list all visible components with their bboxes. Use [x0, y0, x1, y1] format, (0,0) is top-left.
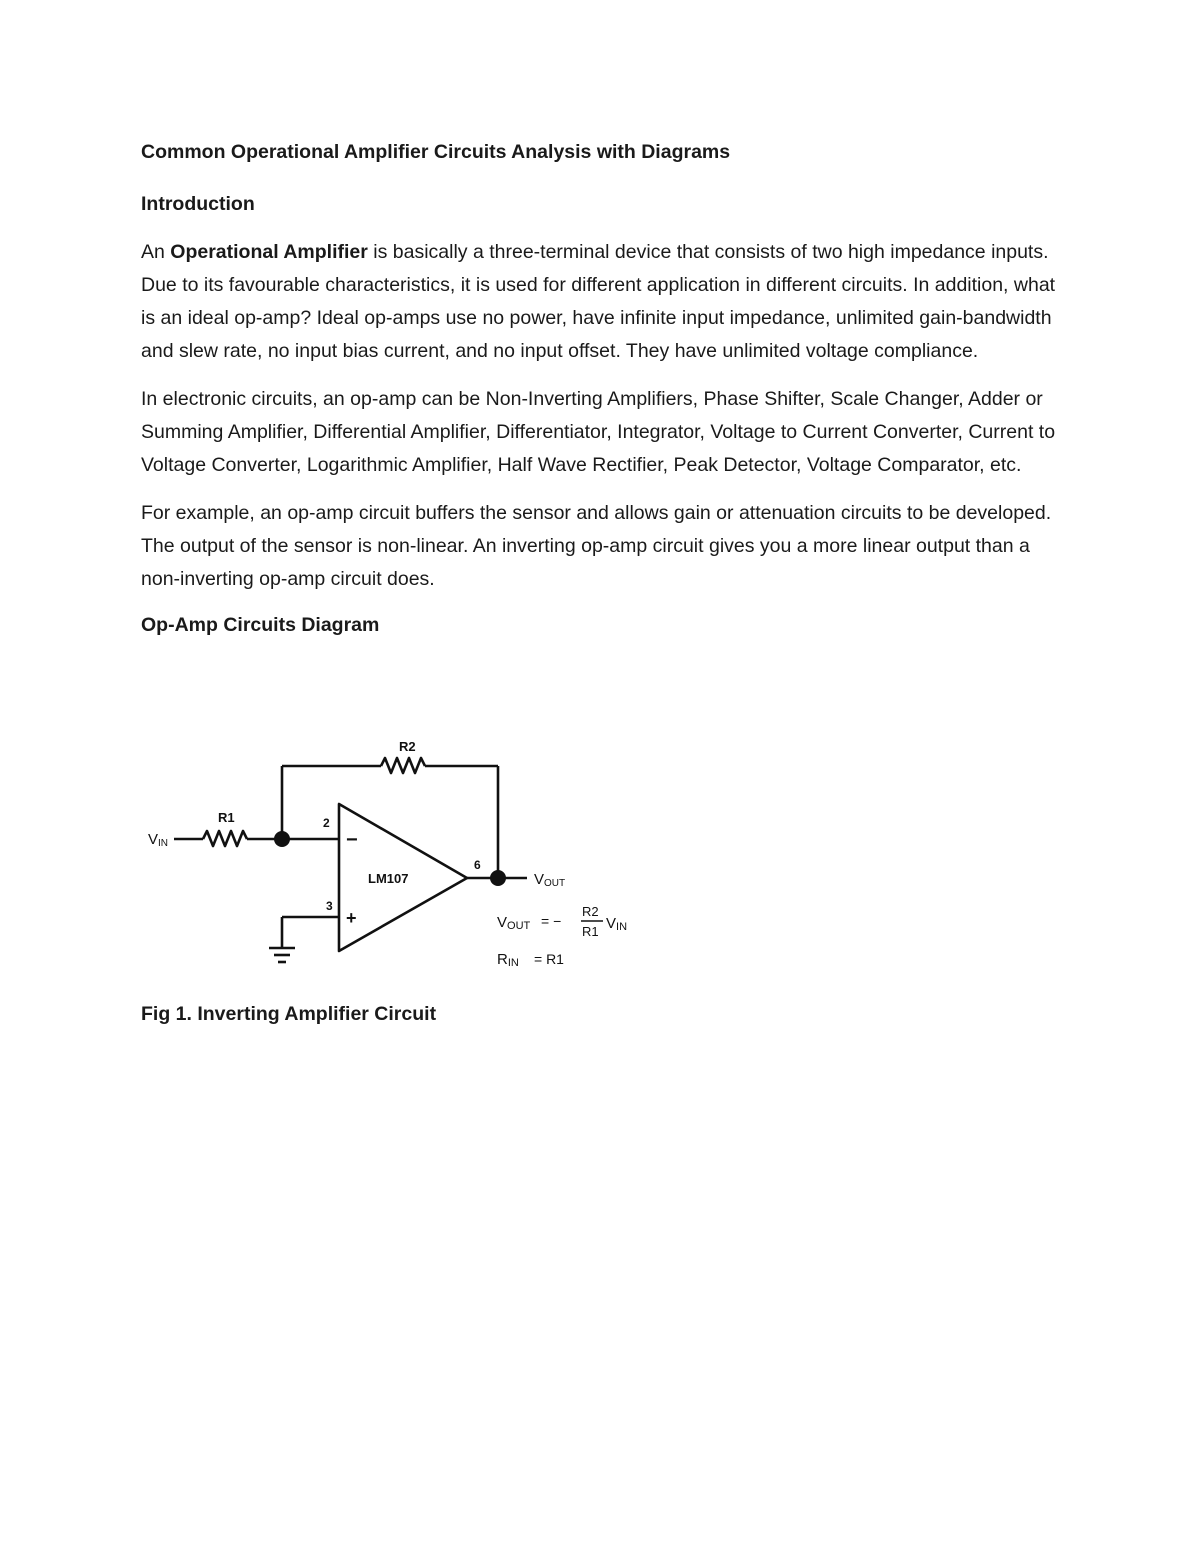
formula-vout-sub: OUT: [507, 920, 531, 932]
r2-resistor: [381, 758, 425, 773]
applications-paragraph: In electronic circuits, an op-amp can be Non-Inverting Amplifiers, Phase Shifter, Scale Changer, Adder or Summing Amplifier, Differential Amplifier, Differentiator, Integrator, Voltage to Current Converter, Current to Voltage Converter, Logarithmic Amplifier, Half Wave Rectifier, Peak Detector, Voltage Comparator, etc.: [141, 388, 1056, 476]
output-junction-dot: [490, 870, 506, 886]
rin-sub: IN: [507, 957, 519, 969]
para1-rest: is basically a three-terminal device that consists of two high impedance inputs. Due to its favourable characteristics, it is used for different application in different circuits. In addition, what is an ideal op-amp? Ideal op-amps use no power, have infinite input impedance, unlimited gain-bandwidth and slew rate, no input bias current, and no input offset. They have unlimited voltage compliance.: [141, 241, 1056, 362]
formula-denominator: R1: [582, 924, 599, 939]
rin-rhs: = R1: [534, 951, 564, 967]
r1-resistor: [203, 831, 247, 846]
vin-sub: IN: [158, 838, 169, 849]
diagram-heading: Op-Amp Circuits Diagram: [141, 614, 380, 636]
document-title: Common Operational Amplifier Circuits Analysis with Diagrams: [141, 141, 731, 163]
minus-sign: −: [346, 829, 358, 851]
pin-6-label: 6: [474, 858, 481, 872]
pin-3-label: 3: [326, 899, 333, 913]
example-paragraph: For example, an op-amp circuit buffers the sensor and allows gain or attenuation circuits to be developed. The output of the sensor is non-linear. An inverting op-amp circuit gives you a more linear output than a non-inverting op-amp circuit does.: [141, 502, 1052, 590]
vout-label: [534, 871, 565, 889]
document-body: [141, 138, 1071, 657]
figure-caption: Fig 1. Inverting Amplifier Circuit: [141, 1003, 437, 1025]
vout-main: V: [534, 871, 545, 888]
r2-label: R2: [399, 739, 416, 754]
formula-vin-sub: IN: [616, 921, 628, 933]
r1-label: R1: [218, 810, 235, 825]
para1-prefix: An: [141, 241, 171, 263]
input-junction-dot: [274, 831, 290, 847]
rin-main: R: [497, 951, 508, 968]
formula-vout-main: V: [497, 914, 508, 931]
formula-vout: [497, 914, 531, 932]
intro-paragraph: [141, 236, 1071, 368]
vin-main: V: [148, 831, 159, 848]
rin-formula: [497, 951, 519, 969]
chip-label: LM107: [368, 871, 409, 886]
formula-vin-main: V: [606, 915, 617, 932]
vin-label: [148, 831, 168, 849]
intro-heading: Introduction: [141, 193, 255, 215]
inverting-amplifier-diagram: [141, 732, 641, 977]
plus-sign: +: [346, 908, 357, 928]
pin-2-label: 2: [323, 816, 330, 830]
formula-vin: [606, 915, 627, 933]
vout-sub: OUT: [544, 878, 566, 889]
formula-numerator: R2: [582, 904, 599, 919]
para1-bold-term: Operational Amplifier: [170, 241, 368, 263]
formula-equals: = −: [541, 913, 562, 929]
